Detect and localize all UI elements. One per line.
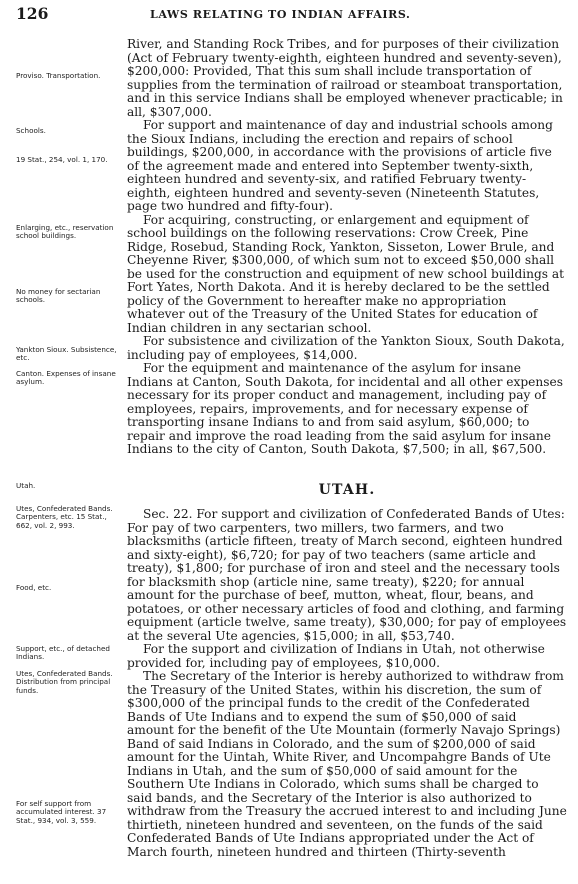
running-head: LAWS RELATING TO INDIAN AFFAIRS. [150, 8, 411, 21]
margin-note-yankton: Yankton Sioux. Subsistence, etc. [16, 345, 117, 363]
margin-note-schools: Schools. [16, 126, 46, 135]
page-header [0, 0, 578, 30]
margin-note-utes: Utes, Confederated Bands. Carpenters, etc. 15 Stat., 662, vol. 2, 993. [16, 504, 113, 530]
paragraph-day-schools: For support and maintenance of day and industrial schools among the Sioux Indians, including the erection and repairs of school buildings, $200,000, in accordance with the provisions of article five of the agreement made and entered into September twenty-sixth, eighteen hundred and seventy-six, and ratified February twenty-eighth, eighteen hundred and seventy-seven (Nineteenth Statutes, page two hundred and fifty-four). [127, 118, 553, 213]
section-heading-utah: UTAH. [318, 482, 376, 498]
paragraph-tribes-continued: River, and Standing Rock Tribes, and for purposes of their civilization (Act of February twenty-eighth, eighteen hundred and seventy-seven), $200,000: Provided, That this sum shall include transportation of supplies from the termination of railroad or steamboat transportation, and in this service Indians shall be employed whenever practicable; in all, $307,000. [127, 37, 563, 119]
paragraph-school-buildings: For acquiring, constructing, or enlargement and equipment of school buildings on the following reservations: Crow Creek, Pine Ridge, Rosebud, Standing Rock, Yankton, Sisseton, Lower Brule, and Cheyenne River, $300,000, of which sum not to exceed $50,000 shall be used for the construction and equipment of new school buildings at Fort Yates, North Dakota. And it is hereby declared to be the settled policy of the Government to hereafter make no appropriation whatever out of the Treasury of the United States for education of Indian children in any sectarian school. [127, 212, 565, 335]
margin-note-sectarian: No money for sectarian schools. [16, 287, 101, 305]
paragraph-canton-asylum: For the equipment and maintenance of the asylum for insane Indians at Canton, South Dakota, for incidental and all other expenses necessary for its proper conduct and management, including pay of employees, repairs, improvements, and for necessary expense of transporting insane Indians to and from said asylum, $60,000; to repair and improve the road leading from the said asylum for insane Indians to the city of Canton, South Dakota, $7,500; in all, $67,500. [127, 361, 563, 456]
margin-note-food: Food, etc. [16, 583, 52, 592]
margin-note-enlarging: Enlarging, etc., reservation school buildings. [16, 223, 114, 241]
margin-note-detached: Support, etc., of detached Indians. [16, 644, 110, 662]
page-number: 126 [16, 4, 49, 23]
paragraph-yankton-sioux: For subsistence and civilization of the Yankton Sioux, South Dakota, including pay of employees, $14,000. [127, 334, 565, 362]
paragraph-utah-support: For the support and civilization of Indians in Utah, not otherwise provided for, including pay of employees, $10,000. [127, 642, 545, 670]
margin-note-proviso: Proviso. Transportation. [16, 71, 101, 80]
margin-note-utah: Utah. [16, 481, 36, 490]
margin-note-self-support: For self support from accumulated interest. 37 Stat., 934, vol. 3, 559. [16, 799, 107, 825]
margin-note-statute-ref: 19 Stat., 254, vol. 1, 170. [16, 155, 108, 164]
paragraph-ute-funds: The Secretary of the Interior is hereby authorized to withdraw from the Treasury of the United States, within his discretion, the sum of $300,000 of the principal funds to the credit of the Confederated Bands of Ute Indians and to expend the sum of $50,000 of said amount for the benefit of the Ute Mountain (formerly Navajo Springs) Band of said Indians in Colorado, and the sum of $200,000 of said amount for the Uintah, White River, and Uncompahgre Bands of Ute Indians in Utah, and the sum of $50,000 of said amount for the Southern Ute Indians in Colorado, which sums shall be charged to said bands, and the Secretary of the Interior is also authorized to withdraw from the Treasury the accrued interest to and including June thirtieth, nineteen hundred and seventeen, on the funds of the said Confederated Bands of Ute Indians appropriated under the Act of March fourth, nineteen hundred and thirteen (Thirty-seventh [127, 669, 567, 859]
paragraph-sec-22: Sec. 22. For support and civilization of Confederated Bands of Utes: For pay of two carpenters, two millers, two farmers, and two blacksmiths (article fifteen, treaty of March second, eighteen hundred and sixty-eight), $6,720; for pay of two teachers (same article and treaty), $1,800; for purchase of iron and steel and the necessary tools for blacksmith shop (article nine, same treaty), $220; for annual amount for the purchase of beef, mutton, wheat, flour, beans, and potatoes, or other necessary articles of food and clothing, and farming equipment (article twelve, same treaty), $30,000; for pay of employees at the several Ute agencies, $15,000; in all, $53,740. [127, 507, 567, 643]
appropriations-block [127, 38, 567, 457]
margin-note-canton: Canton. Expenses of insane asylum. [16, 369, 116, 387]
margin-note-distribution: Utes, Confederated Bands. Distribution from principal funds. [16, 669, 113, 695]
utah-block [127, 508, 567, 859]
